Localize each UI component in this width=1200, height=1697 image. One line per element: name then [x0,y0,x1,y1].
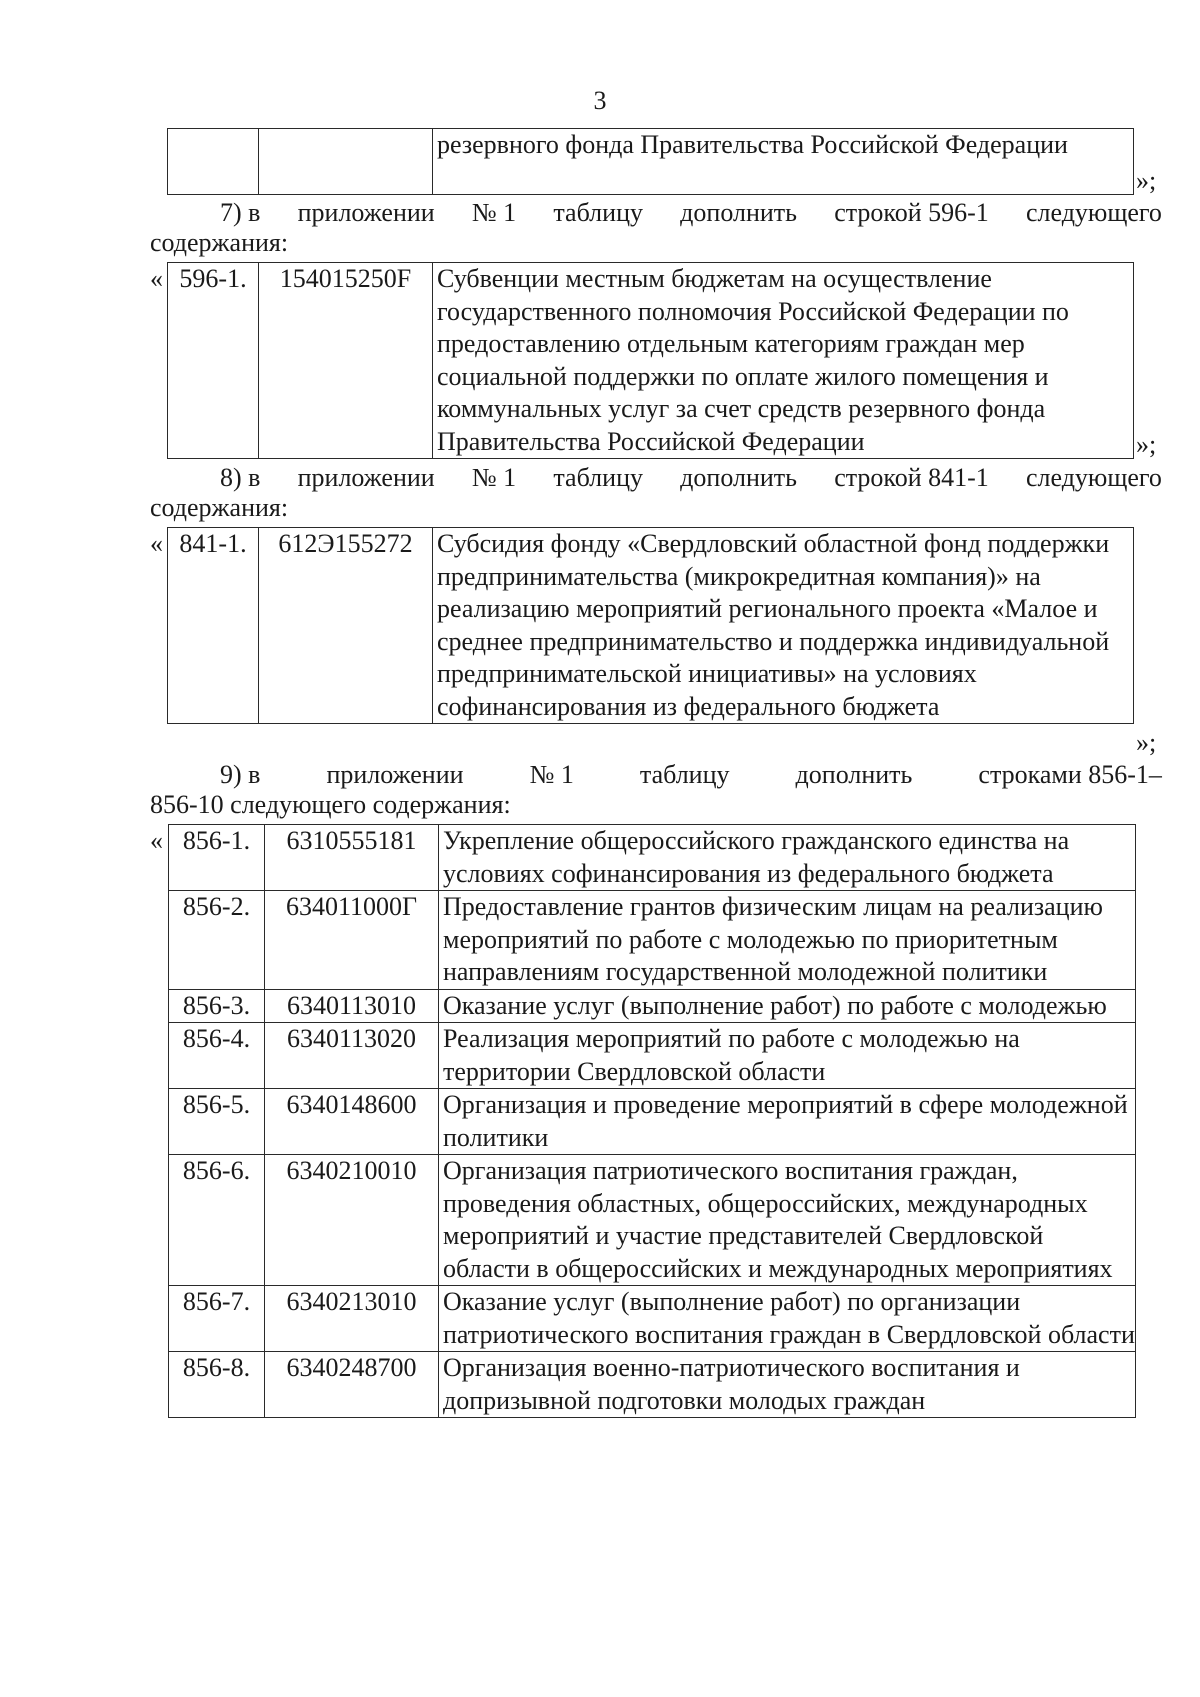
row-code-cell: 612Э155272 [259,528,433,724]
row-code-cell: 6340210010 [265,1155,439,1286]
table-row [169,1352,1136,1418]
p7-word: строкой 596-1 [834,198,989,227]
table-row [169,1155,1136,1286]
row-text-cell: Организация военно-патриотического воспитания и допризывной подготовки молодых граждан [439,1352,1136,1418]
row-number-cell: 856-8. [169,1352,265,1418]
opening-quote: « [150,264,163,293]
row-text-cell: резервного фонда Правительства Российской Федерации [433,129,1134,195]
row-number-cell: 856-1. [169,825,265,891]
table-596 [167,262,1134,459]
paragraph-9-line-2: 856-10 следующего содержания: [150,790,511,819]
p8-word: таблицу [553,463,643,492]
closing-quote: »; [1136,728,1157,757]
p7-word: приложении [297,198,435,227]
paragraph-7-line-2: содержания: [150,228,289,257]
table-row [169,1286,1136,1352]
table-row [169,1023,1136,1089]
p9-word: таблицу [639,760,730,789]
row-number-cell: 856-2. [169,891,265,990]
p9-word: 9) в [220,760,261,789]
p8-word: дополнить [680,463,797,492]
p7-word: 7) в [220,198,261,227]
p8-word: 8) в [220,463,261,492]
row-number-cell: 856-4. [169,1023,265,1089]
row-number-cell: 856-3. [169,989,265,1023]
table-row [169,891,1136,990]
table-row [168,129,1134,195]
table-856 [168,824,1136,1418]
p8-word: следующего [1025,463,1162,492]
table-row [169,1089,1136,1155]
row-code-cell: 6340113020 [265,1023,439,1089]
row-code-cell: 6340148600 [265,1089,439,1155]
paragraph-8-line-2: содержания: [150,493,289,522]
row-text-cell: Оказание услуг (выполнение работ) по организации патриотического воспитания граждан в Свердловской области [439,1286,1136,1352]
opening-quote: « [150,826,163,855]
table-row [169,989,1136,1023]
p9-word: приложении [326,760,464,789]
p7-word: № 1 [471,198,517,227]
row-text-cell: Организация и проведение мероприятий в сфере молодежной политики [439,1089,1136,1155]
p7-word: дополнить [680,198,797,227]
closing-quote: »; [1136,430,1157,459]
paragraph-7-line-1 [150,198,1162,228]
paragraph-7 [150,198,1162,258]
p8-word: приложении [297,463,435,492]
p9-word: № 1 [529,760,574,789]
opening-quote: « [150,529,163,558]
table-841 [167,527,1134,724]
row-number-cell: 856-6. [169,1155,265,1286]
paragraph-8-line-1 [150,463,1162,493]
row-text-cell: Предоставление грантов физическим лицам на реализацию мероприятий по работе с молодежью по приоритетным направлениям государственной молодежной политики [439,891,1136,990]
p8-word: № 1 [471,463,517,492]
paragraph-9-line-1 [150,760,1162,790]
row-code-cell: 6310555181 [265,825,439,891]
row-code-cell: 6340248700 [265,1352,439,1418]
row-code-cell: 6340213010 [265,1286,439,1352]
p9-word: строками 856-1– [978,760,1162,789]
table-row [168,528,1134,724]
p7-word: следующего [1025,198,1162,227]
row-number-cell: 856-5. [169,1089,265,1155]
p7-word: таблицу [553,198,643,227]
row-number-cell: 596-1. [168,263,259,459]
table-row [168,263,1134,459]
row-text-cell: Субсидия фонду «Свердловский областной фонд поддержки предпринимательства (микрокредитная компания)» на реализацию мероприятий регионального проекта «Малое и среднее предпринимательство и поддержка индивидуальной предпринимательской инициативы» на условиях софинансирования из федерального бюджета [433,528,1134,724]
row-number-cell [168,129,259,195]
row-number-cell: 856-7. [169,1286,265,1352]
row-text-cell: Реализация мероприятий по работе с молодежью на территории Свердловской области [439,1023,1136,1089]
paragraph-9 [150,760,1162,820]
row-text-cell: Организация патриотического воспитания граждан, проведения областных, общероссийских, международных мероприятий и участие представителей Свердловской области в общероссийских и международных мероприятиях [439,1155,1136,1286]
table-row [169,825,1136,891]
row-text-cell: Оказание услуг (выполнение работ) по работе с молодежью [439,989,1136,1023]
paragraph-8 [150,463,1162,523]
row-text-cell: Укрепление общероссийского гражданского единства на условиях софинансирования из федерального бюджета [439,825,1136,891]
row-text-cell: Субвенции местным бюджетам на осуществление государственного полномочия Российской Федерации по предоставлению отдельным категориям граждан мер социальной поддержки по оплате жилого помещения и коммунальных услуг за счет средств резервного фонда Правительства Российской Федерации [433,263,1134,459]
row-code-cell: 154015250F [259,263,433,459]
row-code-cell [259,129,433,195]
closing-quote: »; [1136,166,1157,195]
continuation-table [167,128,1134,195]
row-number-cell: 841-1. [168,528,259,724]
row-code-cell: 634011000Г [265,891,439,990]
p8-word: строкой 841-1 [834,463,989,492]
row-code-cell: 6340113010 [265,989,439,1023]
p9-word: дополнить [795,760,913,789]
page-number: 3 [593,86,607,115]
